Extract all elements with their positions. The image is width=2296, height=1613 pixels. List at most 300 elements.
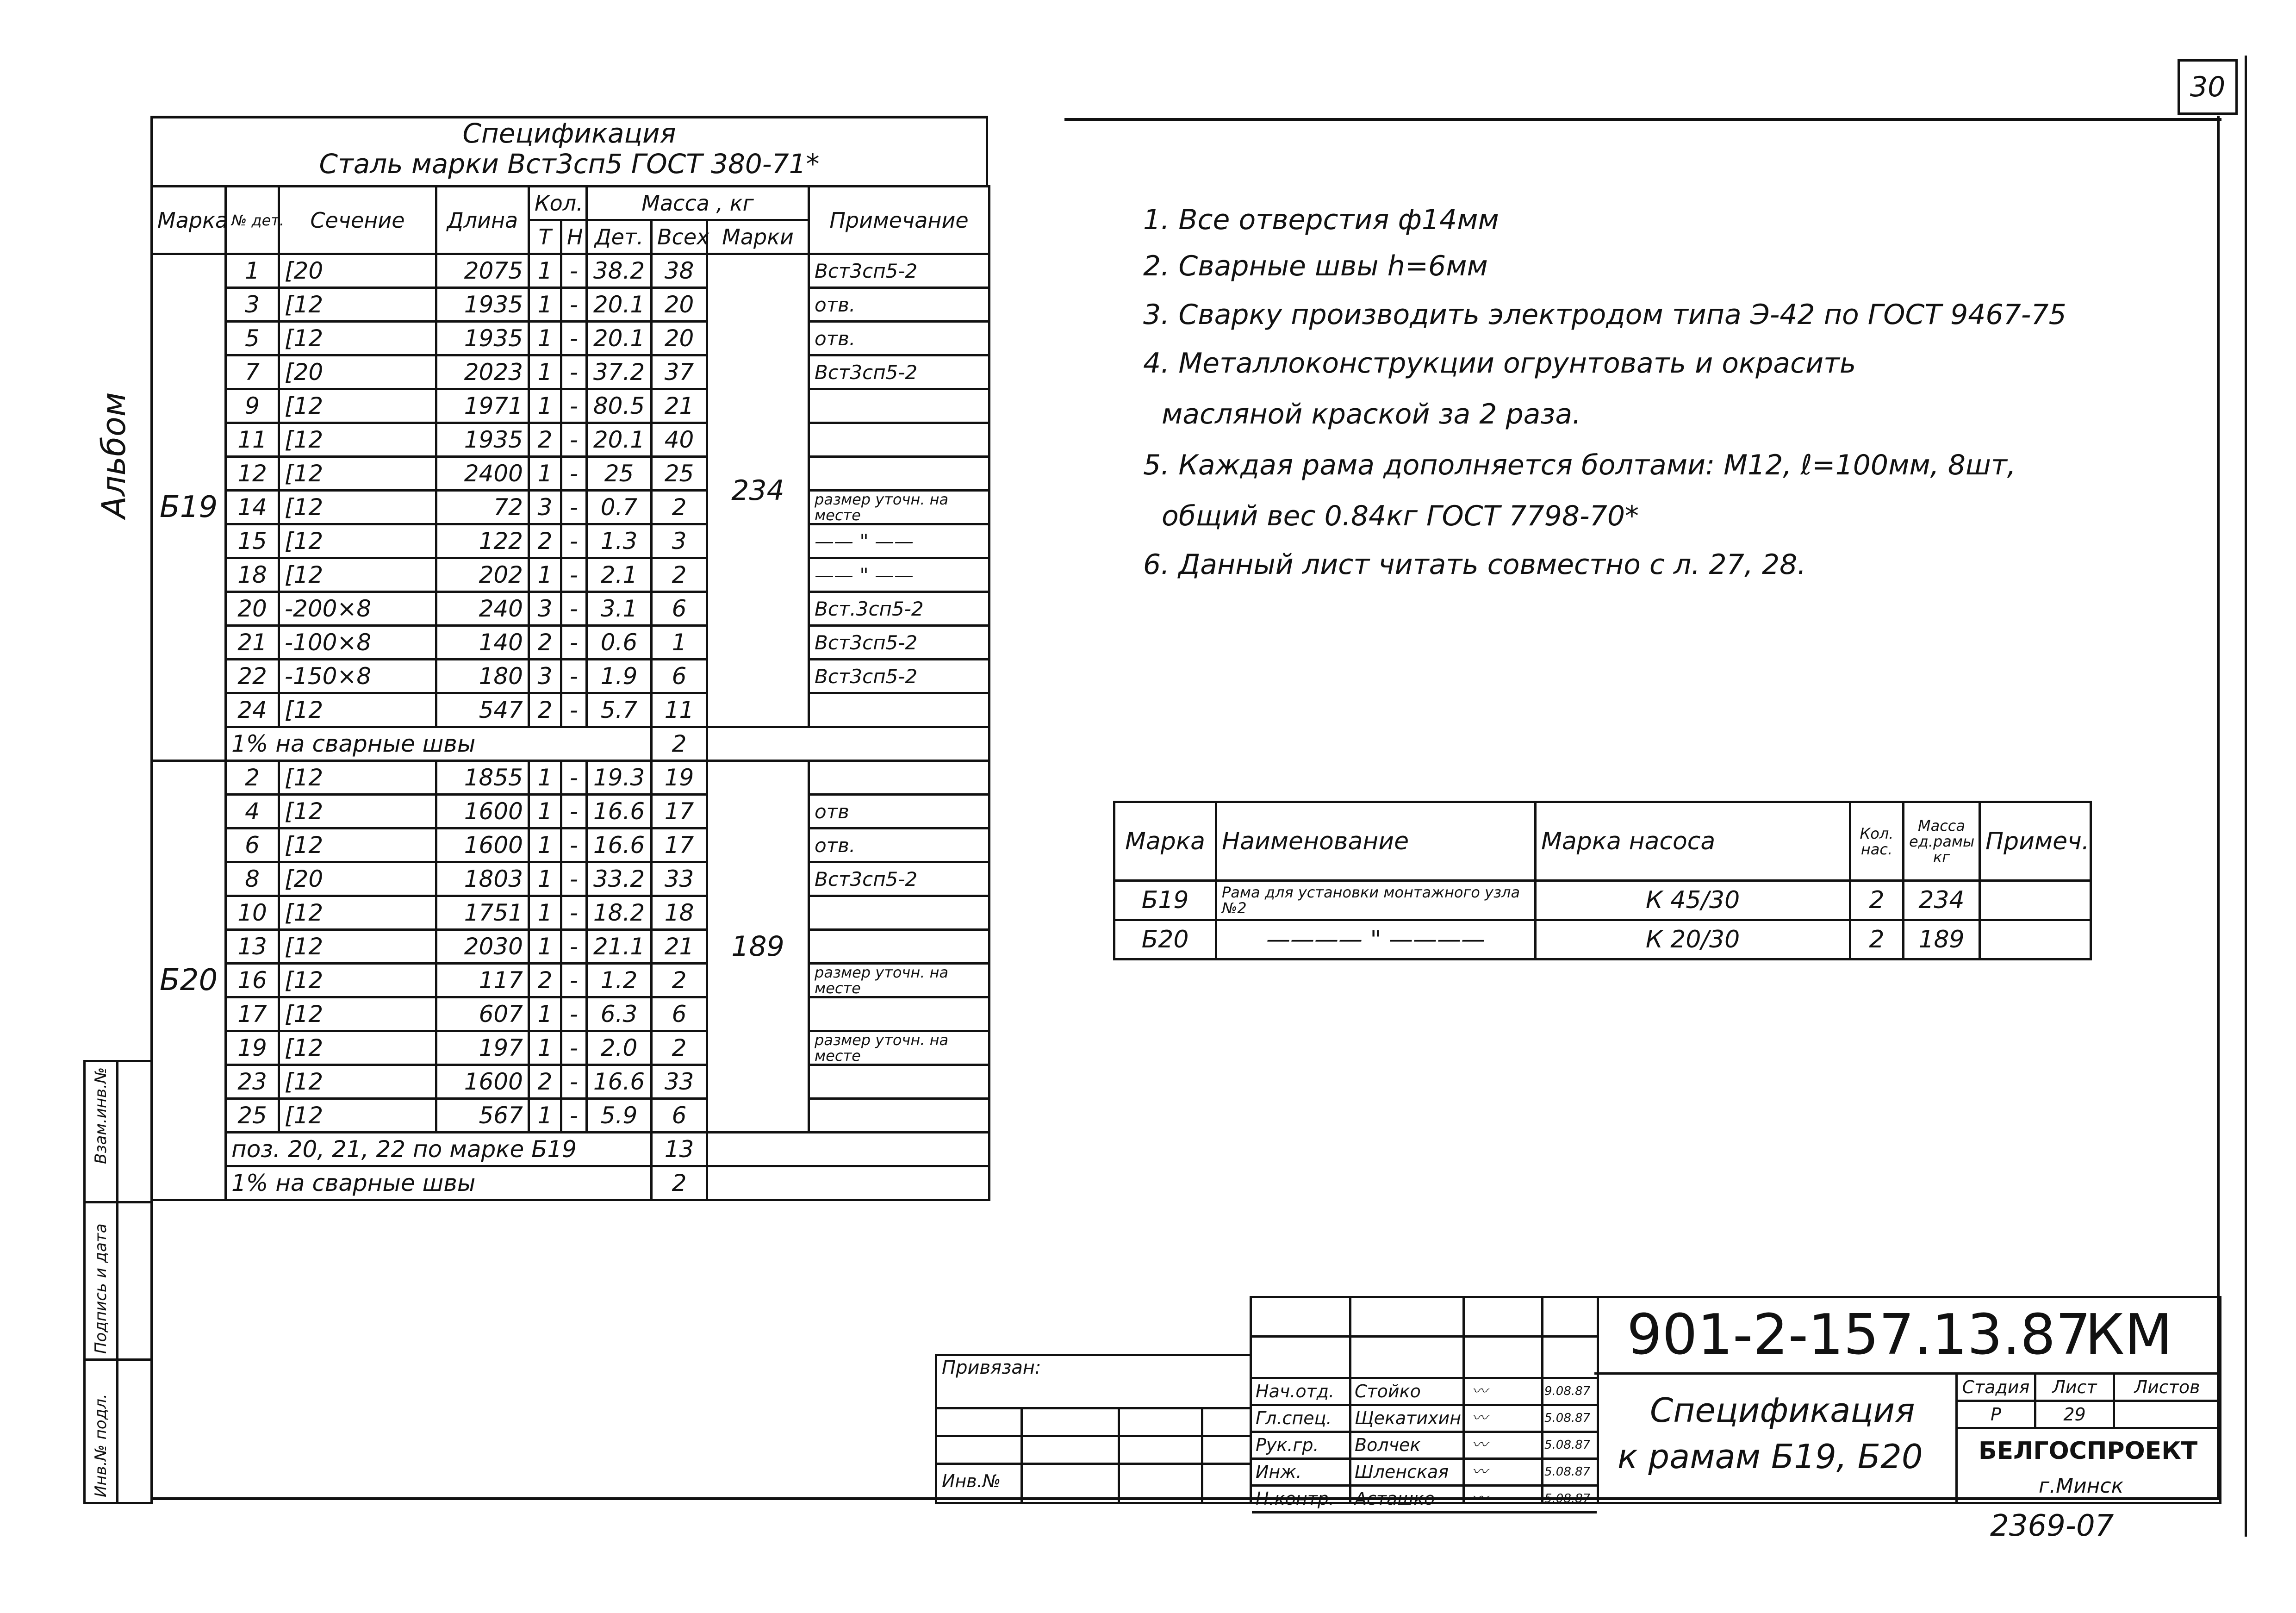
spec-row (152, 457, 989, 491)
spec-note (809, 761, 989, 795)
spec-length: 547 (436, 693, 529, 727)
signer-name: Щекатихин (1355, 1408, 1462, 1428)
spec-summary-empty (707, 727, 989, 761)
spec-qty-n: - (561, 491, 587, 524)
spec-length: 2023 (436, 355, 529, 389)
spec-section: [12 (279, 1065, 436, 1099)
pump-row (1114, 881, 2091, 920)
spec-row (152, 626, 989, 660)
spec-section: [12 (279, 795, 436, 828)
note-2: 2. Сварные швы h=6мм (1143, 250, 1488, 282)
organization-name: БЕЛГОСПРОЕКТ (1979, 1437, 2198, 1465)
pump-row-qty: 2 (1850, 920, 1904, 959)
side-stamp-divider (116, 1062, 118, 1502)
spec-mass-marki: 189 (707, 761, 809, 1133)
title-main (1594, 1296, 2221, 1504)
spec-length: 140 (436, 626, 529, 660)
side-stamp-replace: Взам.инв.№ (92, 1067, 110, 1164)
spec-mass-detail: 20.1 (587, 423, 652, 457)
pump-row-note (1980, 920, 2091, 959)
spec-mass-all: 17 (652, 828, 707, 862)
spec-summary-empty (707, 1133, 989, 1166)
spec-note (809, 1065, 989, 1099)
spec-qty-n: - (561, 457, 587, 491)
spec-section: [12 (279, 896, 436, 930)
spec-qty-n: - (561, 964, 587, 997)
spec-qty-n: - (561, 592, 587, 626)
pump-row-mass: 234 (1904, 881, 1980, 920)
spec-qty-t: 2 (529, 693, 561, 727)
specification-table (150, 116, 988, 1201)
spec-note: Вст3сп5-2 (809, 862, 989, 896)
binding-block (935, 1354, 1252, 1504)
spec-mass-all: 33 (652, 862, 707, 896)
spec-length: 1803 (436, 862, 529, 896)
binding-line (937, 1463, 1252, 1465)
sig-line (1252, 1335, 1597, 1338)
spec-section: [12 (279, 558, 436, 592)
spec-mass-detail: 1.3 (587, 524, 652, 558)
stage-value: Р (1957, 1401, 2035, 1428)
spec-note: Вст.3сп5-2 (809, 592, 989, 626)
spec-qty-n: - (561, 828, 587, 862)
pump-row-qty: 2 (1850, 881, 1904, 920)
spec-mass-detail: 2.0 (587, 1031, 652, 1065)
header-qty-n: Н (561, 220, 587, 254)
spec-mass-detail: 80.5 (587, 389, 652, 423)
spec-note: отв. (809, 828, 989, 862)
spec-qty-n: - (561, 288, 587, 322)
spec-detail-number: 9 (226, 389, 279, 423)
header-marka: Марка (152, 187, 226, 254)
spec-length: 72 (436, 491, 529, 524)
pump-row-mass: 189 (1904, 920, 1980, 959)
spec-mass-all: 6 (652, 660, 707, 693)
pump-row-name: ———— " ———— (1216, 920, 1536, 959)
spec-mass-detail: 33.2 (587, 862, 652, 896)
pump-row-name: Рама для установки монтажного узла №2 (1216, 881, 1536, 920)
spec-mass-all: 17 (652, 795, 707, 828)
spec-length: 1600 (436, 828, 529, 862)
spec-qty-t: 2 (529, 524, 561, 558)
signer-row (1252, 1406, 1597, 1433)
spec-section: [12 (279, 1099, 436, 1133)
spec-detail-number: 10 (226, 896, 279, 930)
spec-mass-all: 18 (652, 896, 707, 930)
spec-note: размер уточн. на месте (809, 964, 989, 997)
spec-row (152, 254, 989, 288)
spec-section: [12 (279, 457, 436, 491)
signer-name: Шленская (1355, 1462, 1449, 1482)
spec-note (809, 457, 989, 491)
spec-mass-all: 38 (652, 254, 707, 288)
sheet-value: 29 (2035, 1401, 2114, 1428)
spec-note: отв. (809, 322, 989, 355)
signer-row (1252, 1379, 1597, 1406)
spec-summary-label: 1% на сварные швы (226, 1166, 652, 1200)
signature-mark: 〰 (1472, 1382, 1487, 1401)
spec-length: 240 (436, 592, 529, 626)
pump-header-name: Наименование (1216, 802, 1536, 881)
spec-detail-number: 11 (226, 423, 279, 457)
spec-detail-number: 6 (226, 828, 279, 862)
spec-length: 2400 (436, 457, 529, 491)
pump-row-marka: Б19 (1114, 881, 1216, 920)
spec-note: Вст3сп5-2 (809, 355, 989, 389)
frame-top-right (1064, 118, 2221, 121)
spec-mass-marki: 234 (707, 254, 809, 727)
spec-mass-all: 25 (652, 457, 707, 491)
spec-summary-mass: 13 (652, 1133, 707, 1166)
spec-mass-all: 40 (652, 423, 707, 457)
pump-header-note: Примеч. (1980, 802, 2091, 881)
spec-qty-t: 1 (529, 930, 561, 964)
spec-qty-t: 1 (529, 457, 561, 491)
spec-detail-number: 24 (226, 693, 279, 727)
spec-section: [12 (279, 288, 436, 322)
organization-city: г.Минск (2039, 1474, 2124, 1498)
spec-subtitle: Сталь марки Вст3сп5 ГОСТ 380-71* (319, 148, 820, 180)
spec-length: 202 (436, 558, 529, 592)
document-type: КМ (2085, 1303, 2172, 1367)
spec-length: 117 (436, 964, 529, 997)
spec-note (809, 389, 989, 423)
spec-summary-row (152, 727, 989, 761)
spec-row (152, 322, 989, 355)
spec-row (152, 964, 989, 997)
spec-mass-all: 6 (652, 1099, 707, 1133)
pump-row-pump: К 45/30 (1536, 881, 1850, 920)
spec-section: [20 (279, 862, 436, 896)
spec-grid (150, 185, 990, 1201)
spec-qty-t: 3 (529, 660, 561, 693)
spec-mass-detail: 0.7 (587, 491, 652, 524)
spec-length: 1935 (436, 288, 529, 322)
spec-qty-n: - (561, 660, 587, 693)
spec-length: 1751 (436, 896, 529, 930)
spec-section: [12 (279, 930, 436, 964)
spec-note (809, 930, 989, 964)
spec-summary-mass: 2 (652, 1166, 707, 1200)
spec-mass-all: 33 (652, 1065, 707, 1099)
spec-detail-number: 2 (226, 761, 279, 795)
spec-detail-number: 15 (226, 524, 279, 558)
spec-detail-number: 16 (226, 964, 279, 997)
spec-summary-mass: 2 (652, 727, 707, 761)
binding-line (937, 1407, 1252, 1409)
spec-detail-number: 4 (226, 795, 279, 828)
signature-mark: 〰 (1472, 1489, 1487, 1508)
spec-detail-number: 21 (226, 626, 279, 660)
spec-qty-n: - (561, 254, 587, 288)
note-5-continued: общий вес 0.84кг ГОСТ 7798-70* (1162, 500, 1639, 532)
note-4-continued: масляной краской за 2 раза. (1162, 398, 1581, 430)
side-stamp-signature: Подпись и дата (92, 1223, 110, 1354)
spec-summary-label: 1% на сварные швы (226, 727, 652, 761)
signers-list (1252, 1379, 1597, 1513)
pump-row (1114, 920, 2091, 959)
spec-mass-detail: 25 (587, 457, 652, 491)
spec-qty-t: 1 (529, 288, 561, 322)
spec-mass-all: 2 (652, 964, 707, 997)
spec-length: 122 (436, 524, 529, 558)
spec-marka: Б19 (152, 254, 226, 761)
spec-length: 197 (436, 1031, 529, 1065)
note-1: 1. Все отверстия ф14мм (1143, 204, 1499, 236)
pump-header-mass: Масса ед.рамы кг (1904, 802, 1980, 881)
spec-qty-t: 3 (529, 491, 561, 524)
spec-mass-all: 20 (652, 322, 707, 355)
spec-qty-t: 1 (529, 862, 561, 896)
spec-detail-number: 7 (226, 355, 279, 389)
header-section: Сечение (279, 187, 436, 254)
spec-note: Вст3сп5-2 (809, 254, 989, 288)
spec-qty-n: - (561, 558, 587, 592)
spec-mass-all: 11 (652, 693, 707, 727)
side-album-label: Альбом (95, 392, 133, 518)
spec-qty-n: - (561, 355, 587, 389)
spec-section: [12 (279, 423, 436, 457)
spec-length: 1935 (436, 423, 529, 457)
spec-summary-row (152, 1166, 989, 1200)
signer-row (1252, 1433, 1597, 1460)
spec-note: Вст3сп5-2 (809, 660, 989, 693)
header-length: Длина (436, 187, 529, 254)
spec-section: [20 (279, 355, 436, 389)
spec-note (809, 693, 989, 727)
side-stamp-box (83, 1060, 153, 1504)
spec-mass-detail: 16.6 (587, 828, 652, 862)
spec-note: размер уточн. на месте (809, 491, 989, 524)
spec-length: 2030 (436, 930, 529, 964)
spec-qty-n: - (561, 795, 587, 828)
spec-row (152, 1065, 989, 1099)
stage-sheet-table (1955, 1372, 2221, 1429)
spec-qty-n: - (561, 524, 587, 558)
corner-sheet-number: 30 (2178, 59, 2238, 115)
spec-qty-t: 3 (529, 592, 561, 626)
spec-length: 1971 (436, 389, 529, 423)
spec-note: —— " —— (809, 558, 989, 592)
signer-date: 9.08.87 (1544, 1384, 1591, 1398)
spec-mass-all: 3 (652, 524, 707, 558)
header-mass-all: Всех (652, 220, 707, 254)
spec-note (809, 997, 989, 1031)
side-stamp-inv: Инв.№ подл. (92, 1394, 110, 1497)
spec-mass-all: 1 (652, 626, 707, 660)
header-mass: Масса , кг (587, 187, 809, 220)
spec-row (152, 491, 989, 524)
spec-section: [20 (279, 254, 436, 288)
spec-summary-row (152, 1133, 989, 1166)
sheets-value (2114, 1401, 2221, 1428)
spec-qty-t: 1 (529, 355, 561, 389)
note-6: 6. Данный лист читать совместно с л. 27, 28. (1143, 548, 1806, 581)
spec-qty-n: - (561, 930, 587, 964)
spec-qty-n: - (561, 1099, 587, 1133)
inventory-number-label: Инв.№ (942, 1471, 1001, 1491)
header-quantity: Кол. (529, 187, 587, 220)
signer-role: Инж. (1256, 1462, 1302, 1482)
spec-mass-all: 37 (652, 355, 707, 389)
spec-row (152, 592, 989, 626)
archive-number: 2369-07 (1990, 1509, 2114, 1543)
spec-qty-n: - (561, 1065, 587, 1099)
binding-label: Привязан: (942, 1357, 1041, 1378)
spec-mass-detail: 5.7 (587, 693, 652, 727)
spec-detail-number: 8 (226, 862, 279, 896)
signer-row (1252, 1487, 1597, 1513)
spec-mass-all: 2 (652, 491, 707, 524)
spec-note: отв (809, 795, 989, 828)
pump-row-marka: Б20 (1114, 920, 1216, 959)
spec-row (152, 1099, 989, 1133)
spec-detail-number: 13 (226, 930, 279, 964)
signer-date: 5.08.87 (1544, 1492, 1591, 1506)
spec-title: Спецификация (462, 118, 676, 149)
spec-qty-t: 2 (529, 423, 561, 457)
signer-date: 5.08.87 (1544, 1465, 1591, 1479)
signature-mark: 〰 (1472, 1463, 1487, 1481)
spec-qty-t: 1 (529, 997, 561, 1031)
side-stamp-row-line (86, 1358, 150, 1361)
spec-summary-label: поз. 20, 21, 22 по марке Б19 (226, 1133, 652, 1166)
spec-length: 1600 (436, 1065, 529, 1099)
spec-mass-detail: 16.6 (587, 1065, 652, 1099)
spec-qty-n: - (561, 896, 587, 930)
spec-mass-all: 20 (652, 288, 707, 322)
sheets-header: Листов (2114, 1374, 2221, 1401)
spec-section: [12 (279, 389, 436, 423)
spec-note: —— " —— (809, 524, 989, 558)
spec-qty-n: - (561, 626, 587, 660)
spec-detail-number: 5 (226, 322, 279, 355)
spec-detail-number: 1 (226, 254, 279, 288)
spec-qty-t: 1 (529, 795, 561, 828)
spec-qty-t: 1 (529, 828, 561, 862)
spec-row (152, 828, 989, 862)
signer-role: Нач.отд. (1256, 1381, 1335, 1401)
signer-name: Стойко (1355, 1381, 1421, 1401)
spec-section: -100×8 (279, 626, 436, 660)
spec-row (152, 795, 989, 828)
spec-qty-t: 1 (529, 389, 561, 423)
spec-qty-n: - (561, 862, 587, 896)
spec-qty-n: - (561, 423, 587, 457)
spec-mass-detail: 3.1 (587, 592, 652, 626)
spec-row (152, 288, 989, 322)
signer-name: Волчек (1355, 1435, 1421, 1455)
binding-line (937, 1435, 1252, 1437)
spec-row (152, 355, 989, 389)
spec-note: размер уточн. на месте (809, 1031, 989, 1065)
spec-row (152, 896, 989, 930)
spec-length: 567 (436, 1099, 529, 1133)
outer-edge-line (2245, 56, 2247, 1537)
spec-detail-number: 18 (226, 558, 279, 592)
spec-length: 1855 (436, 761, 529, 795)
pump-header-marka: Марка (1114, 802, 1216, 881)
signer-role: Гл.спец. (1256, 1408, 1332, 1428)
note-5: 5. Каждая рама дополняется болтами: М12, ℓ=100мм, 8шт, (1143, 449, 2016, 481)
spec-mass-detail: 6.3 (587, 997, 652, 1031)
spec-qty-n: - (561, 322, 587, 355)
spec-detail-number: 19 (226, 1031, 279, 1065)
spec-detail-number: 3 (226, 288, 279, 322)
binding-col-line (1118, 1407, 1120, 1502)
header-mass-marki: Марки (707, 220, 809, 254)
spec-mass-detail: 16.6 (587, 795, 652, 828)
signer-date: 5.08.87 (1544, 1411, 1591, 1425)
pump-row-note (1980, 881, 2091, 920)
pump-header-qty: Кол. нас. (1850, 802, 1904, 881)
spec-row (152, 558, 989, 592)
pump-row-pump: К 20/30 (1536, 920, 1850, 959)
spec-section: [12 (279, 828, 436, 862)
spec-section: [12 (279, 693, 436, 727)
spec-length: 607 (436, 997, 529, 1031)
spec-qty-n: - (561, 1031, 587, 1065)
spec-mass-all: 6 (652, 592, 707, 626)
spec-mass-detail: 20.1 (587, 288, 652, 322)
spec-qty-t: 1 (529, 761, 561, 795)
signature-mark: 〰 (1472, 1409, 1487, 1427)
spec-detail-number: 25 (226, 1099, 279, 1133)
spec-section: [12 (279, 1031, 436, 1065)
spec-summary-empty (707, 1166, 989, 1200)
spec-mass-detail: 1.9 (587, 660, 652, 693)
spec-row (152, 930, 989, 964)
spec-qty-t: 1 (529, 254, 561, 288)
spec-section: [12 (279, 491, 436, 524)
signature-block (1250, 1296, 1599, 1509)
spec-mass-all: 6 (652, 997, 707, 1031)
spec-qty-t: 1 (529, 322, 561, 355)
spec-row (152, 1031, 989, 1065)
spec-detail-number: 14 (226, 491, 279, 524)
spec-row (152, 660, 989, 693)
spec-qty-t: 2 (529, 626, 561, 660)
spec-mass-detail: 19.3 (587, 761, 652, 795)
spec-length: 180 (436, 660, 529, 693)
spec-marka: Б20 (152, 761, 226, 1200)
spec-row (152, 389, 989, 423)
signer-name: Асташко (1355, 1488, 1435, 1509)
spec-mass-all: 2 (652, 558, 707, 592)
spec-detail-number: 23 (226, 1065, 279, 1099)
sheet-header: Лист (2035, 1374, 2114, 1401)
signer-date: 5.08.87 (1544, 1438, 1591, 1452)
spec-section: -200×8 (279, 592, 436, 626)
spec-section: [12 (279, 524, 436, 558)
spec-title-block (150, 116, 988, 185)
note-3: 3. Сварку производить электродом типа Э-42 по ГОСТ 9467-75 (1143, 299, 2066, 331)
spec-mass-all: 21 (652, 389, 707, 423)
spec-section: [12 (279, 964, 436, 997)
pump-header-pump: Марка насоса (1536, 802, 1850, 881)
document-code: 901-2-157.13.87 (1627, 1303, 2091, 1367)
spec-detail-number: 17 (226, 997, 279, 1031)
frame-right (2217, 116, 2220, 1500)
spec-mass-all: 19 (652, 761, 707, 795)
binding-col-line (1201, 1407, 1203, 1502)
spec-note: отв. (809, 288, 989, 322)
spec-section: [12 (279, 761, 436, 795)
note-4: 4. Металлоконструкции огрунтовать и окрасить (1143, 347, 1856, 380)
spec-row (152, 761, 989, 795)
spec-qty-n: - (561, 693, 587, 727)
spec-note (809, 1099, 989, 1133)
